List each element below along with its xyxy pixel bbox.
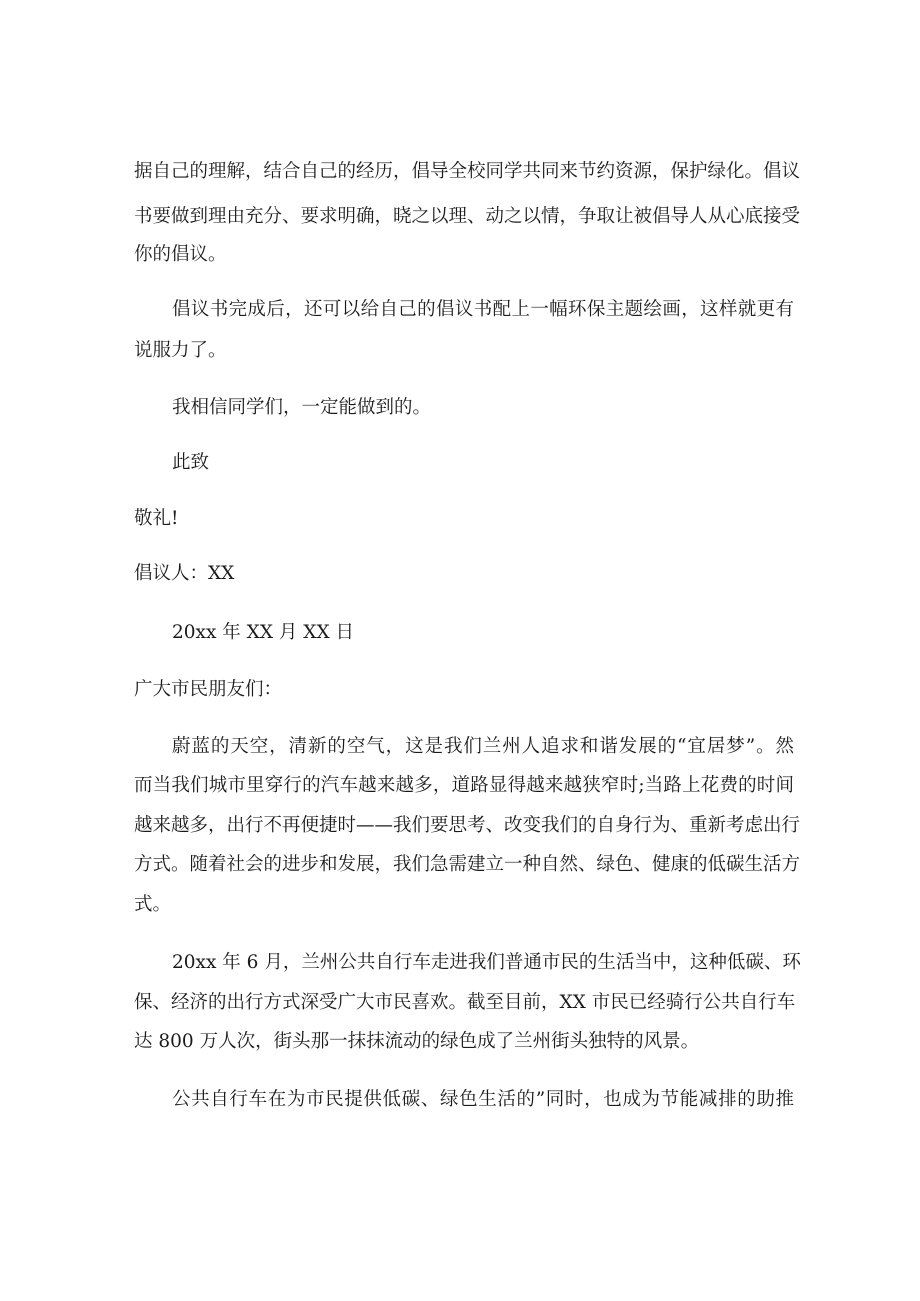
paragraph-line: 而当我们城市里穿行的汽车越来越多，道路显得越来越狭窄时;当路上花费的时间 (134, 775, 794, 796)
paragraph-line: 越来越多，出行不再便捷时——我们要思考、改变我们的自身行为、重新考虑出行 (134, 815, 801, 836)
paragraph-line: 你的倡议。 (134, 244, 227, 265)
paragraph-line: 公共自行车在为市民提供低碳、绿色生活的”同时，也成为节能减排的助推 (172, 1089, 794, 1110)
salutation: 广大市民朋友们： (134, 679, 283, 700)
paragraph-line: 书要做到理由充分、要求明确，晓之以理、动之以情，争取让被倡导人从心底接受 (134, 206, 801, 227)
paragraph-line: 倡议书完成后，还可以给自己的倡议书配上一幅环保主题绘画，这样就更有 (172, 299, 794, 320)
paragraph-line: 式。 (134, 894, 172, 915)
paragraph-line: 蔚蓝的天空，清新的空气，这是我们兰州人追求和谐发展的“宜居梦”。然 (172, 736, 794, 757)
date: 20xx 年 XX 月 XX 日 (172, 622, 354, 643)
paragraph-line: 保、经济的出行方式深受广大市民喜欢。截至目前，XX 市民已经骑行公共自行车 (134, 992, 796, 1013)
paragraph-line: 方式。随着社会的进步和发展，我们急需建立一种自然、绿色、健康的低碳生活方 (134, 854, 801, 875)
closing-line: 敬礼! (134, 508, 179, 529)
paragraph-line: 据自己的理解，结合自己的经历，倡导全校同学共同来节约资源，保护绿化。倡议 (134, 161, 801, 182)
paragraph-line: 达 800 万人次，街头那一抹抹流动的绿色成了兰州街头独特的风景。 (134, 1031, 700, 1052)
paragraph-line: 20xx 年 6 月，兰州公共自行车走进我们普通市民的生活当中，这种低碳、环 (172, 952, 801, 973)
paragraph-line: 我相信同学们，一定能做到的。 (172, 397, 432, 418)
closing-line: 此致 (172, 452, 210, 473)
paragraph-line: 说服力了。 (134, 340, 227, 361)
signature: 倡议人：XX (134, 563, 235, 584)
